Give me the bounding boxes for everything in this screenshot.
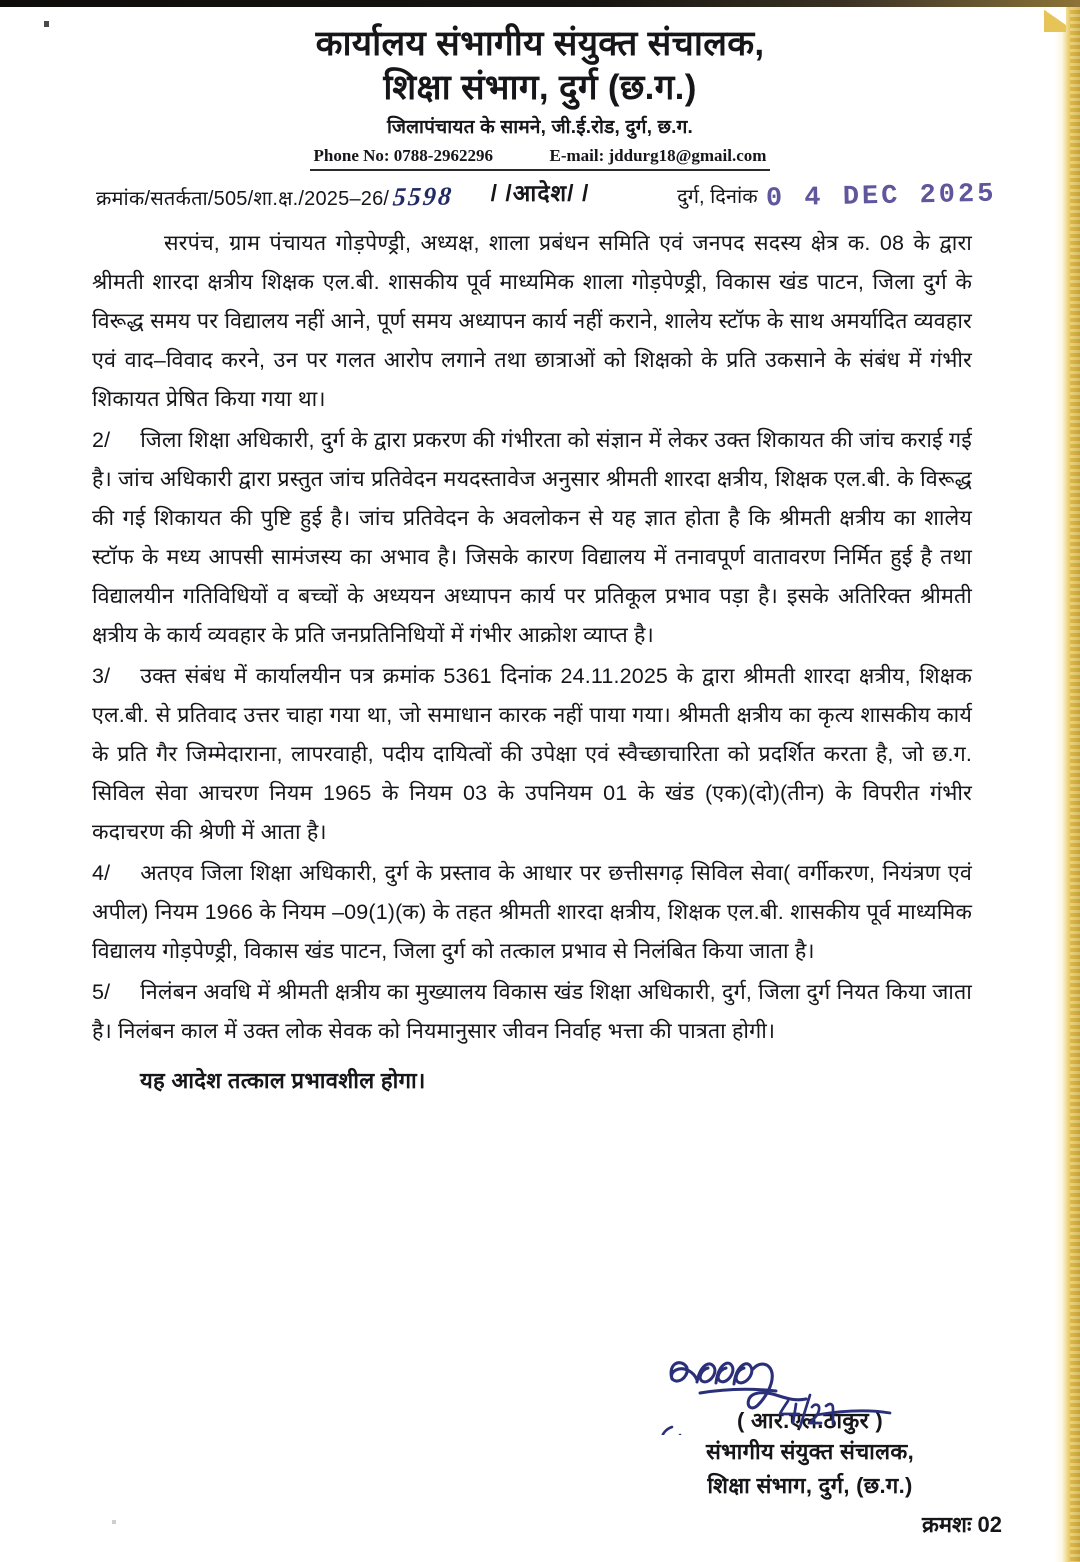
- reference-row: [96, 179, 997, 215]
- place-date-label: दुर्ग, दिनांक: [677, 186, 758, 208]
- scan-speck-artifact: [44, 21, 49, 27]
- signer-name: ( आर.एल.ठाकुर ): [737, 1408, 883, 1433]
- paragraph-3: [92, 657, 972, 852]
- paragraph-5-number: 5/: [92, 980, 111, 1004]
- page-continued-label: क्रमशः 02: [921, 1512, 1002, 1537]
- office-phone: Phone No: 0788-2962296: [313, 146, 493, 165]
- scan-top-edge-artifact: [0, 0, 1080, 7]
- handwritten-signature: [654, 1355, 1020, 1421]
- paragraph-4-text: अतएव जिला शिक्षा अधिकारी, दुर्ग के प्रस्ताव के आधार पर छत्तीसगढ़ सिविल सेवा( वर्गीकरण, नियंत्रण एवं अपील) नियम 1966 के नियम –09(1)(क) के तहत श्रीमती शारदा क्षत्रीय, शिक्षक एल.बी. शासकीय पूर्व माध्यमिक विद्यालय गोड़पेण्ड्री, विकास खंड पाटन, जिला दुर्ग को तत्काल प्रभाव से निलंबित किया जाता है।: [92, 861, 972, 963]
- place-date-block: [677, 179, 997, 215]
- office-contact-bar: [310, 145, 771, 171]
- office-name-line-1: कार्यालय संभागीय संयुक्त संचालक,: [315, 24, 765, 63]
- letterhead: [0, 22, 1080, 208]
- paragraph-4-number: 4/: [92, 861, 111, 885]
- paragraph-2: [92, 421, 972, 655]
- scan-corner-fold-artifact: [1044, 6, 1066, 32]
- order-title: / /आदेश/ /: [490, 180, 590, 206]
- paragraph-2-number: 2/: [92, 428, 111, 452]
- reference-number-printed: क्रमांक/सतर्कता/505/शा.क्ष./2025–26/: [96, 188, 390, 210]
- office-email: E-mail: jddurg18@gmail.com: [549, 146, 767, 165]
- paragraph-1-text: सरपंच, ग्राम पंचायत गोड़पेण्ड्री, अध्यक्ष, शाला प्रबंधन समिति एवं जनपद सदस्य क्षेत्र क. 08 के द्वारा श्रीमती शारदा क्षत्रीय शिक्षक एल.बी. शासकीय पूर्व माध्यमिक शाला गोड़पेण्ड्री, विकास खंड पाटन, जिला दुर्ग के विरूद्ध समय पर विद्यालय नहीं आने, पूर्ण समय अध्यापन कार्य नहीं कराने, शालेय स्टॉफ के साथ अमर्यादित व्यवहार एवं वाद–विवाद करने, उन पर गलत आरोप लगाने तथा छात्राओं को शिक्षको के प्रति उकसाने के संबंध में गंभीर शिकायत प्रेषित किया गया था।: [92, 231, 972, 411]
- office-name-line-2: शिक्षा संभाग, दुर्ग (छ.ग.): [383, 68, 697, 107]
- paragraph-1: [92, 224, 972, 419]
- paragraph-5-text: निलंबन अवधि में श्रीमती क्षत्रीय का मुख्यालय विकास खंड शिक्षा अधिकारी, दुर्ग, जिला दुर्ग नियत किया जाता है। निलंबन काल में उक्त लोक सेवक को नियमानुसार जीवन निर्वाह भत्ता की पात्रता होगी।: [92, 980, 972, 1043]
- scan-right-edge-artifact: [1054, 0, 1080, 1562]
- signer-designation-line-2: शिक्षा संभाग, दुर्ग, (छ.ग.): [707, 1473, 913, 1498]
- scan-speck-artifact-lower: [112, 1520, 116, 1524]
- date-stamp: 0 4 DEC 2025: [765, 179, 997, 215]
- paragraph-3-text: उक्त संबंध में कार्यालयीन पत्र क्रमांक 5361 दिनांक 24.11.2025 के द्वारा श्रीमती शारदा क्षत्रीय, शिक्षक एल.बी. से प्रतिवाद उत्तर चाहा गया था, जो समाधान कारक नहीं पाया गया। श्रीमती क्षत्रीय का कृत्य शासकीय कार्य के प्रति गैर जिम्मेदाराना, लापरवाही, पदीय दायित्वों की उपेक्षा एवं स्वैच्छाचारिता को प्रदर्शित करता है, जो छ.ग. सिविल सेवा आचरण नियम 1965 के नियम 03 के उपनियम 01 के खंड (एक)(दो)(तीन) के विपरीत गंभीर कदाचरण की श्रेणी में आता है।: [92, 664, 972, 844]
- reference-number-block: [96, 182, 453, 212]
- closing-statement: यह आदेश तत्काल प्रभावशील होगा।: [140, 1068, 426, 1093]
- paragraph-4: [92, 854, 972, 971]
- paragraph-3-number: 3/: [92, 664, 111, 688]
- office-address: जिलापंचायत के सामने, जी.ई.रोड, दुर्ग, छ.ग.: [386, 117, 694, 138]
- paragraph-5: [92, 973, 972, 1051]
- paragraph-2-text: जिला शिक्षा अधिकारी, दुर्ग के द्वारा प्रकरण की गंभीरता को संज्ञान में लेकर उक्त शिकायत की जांच कराई गई है। जांच अधिकारी द्वारा प्रस्तुत जांच प्रतिवेदन मयदस्तावेज अनुसार श्रीमती शारदा क्षत्रीय, शिक्षक एल.बी. के विरूद्ध की गई शिकायत की पुष्टि हुई है। जांच प्रतिवेदन के अवलोकन से यह ज्ञात होता है कि श्रीमती क्षत्रीय का शालेय स्टॉफ के मध्य आपसी सामंजस्य का अभाव है। जिसके कारण विद्यालय में तनावपूर्ण वातावरण निर्मित हुई है तथा विद्यालयीन गतिविधियों व बच्चों के अध्ययन अध्यापन कार्य पर प्रतिकूल प्रभाव पड़ा है। इसके अतिरिक्त श्रीमती क्षत्रीय के कार्य व्यवहार के प्रति जनप्रतिनिधियों में गंभीर आक्रोश व्याप्त है।: [92, 428, 972, 647]
- reference-number-handwritten: 5598: [391, 181, 455, 212]
- signer-designation-line-1: संभागीय संयुक्त संचालक,: [705, 1439, 915, 1464]
- signature-block: [600, 1355, 1020, 1539]
- order-body: [92, 224, 972, 1095]
